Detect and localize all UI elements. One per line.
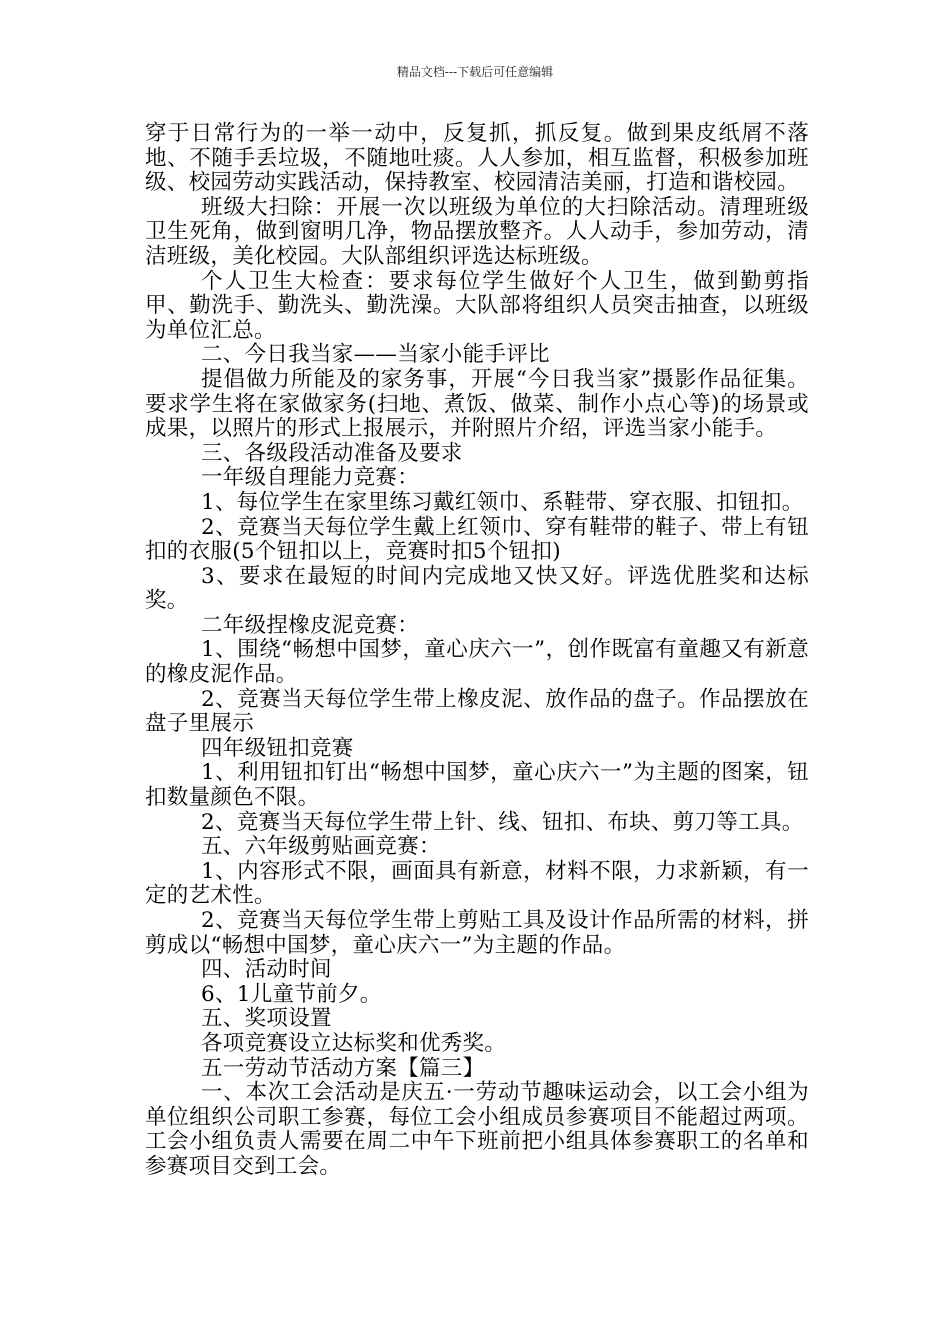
paragraph: 穿于日常行为的一举一动中，反复抓，抓反复。做到果皮纸屑不落地、不随手丢垃圾，不随地吐痰。人人参加，相互监督，积极参加班级、校园劳动实践活动，保持教室、校园清洁美丽，打造和谐校园。 — [145, 121, 809, 196]
paragraph: 二年级捏橡皮泥竞赛： — [201, 612, 420, 638]
paragraph: 一年级自理能力竞赛： — [201, 465, 420, 491]
paragraph: 五、六年级剪贴画竞赛： — [201, 834, 441, 860]
paragraph: 五一劳动节活动方案【篇三】 — [201, 1055, 485, 1081]
paragraph: 2、竞赛当天每位学生戴上红领巾、穿有鞋带的鞋子、带上有钮扣的衣服(5个钮扣以上，竞赛时扣5个钮扣) — [145, 514, 809, 565]
paragraph: 各项竞赛设立达标奖和优秀奖。 — [201, 1030, 507, 1056]
paragraph: 6、1儿童节前夕。 — [201, 981, 382, 1007]
paragraph: 1、利用钮扣钉出“畅想中国梦，童心庆六一”为主题的图案，钮扣数量颜色不限。 — [145, 760, 809, 811]
paragraph: 三、各级段活动准备及要求 — [201, 440, 463, 466]
paragraph: 个人卫生大检查：要求每位学生做好个人卫生，做到勤剪指甲、勤洗手、勤洗头、勤洗澡。大队部将组织人员突击抽查，以班级为单位汇总。 — [145, 268, 809, 343]
paragraph: 3、要求在最短的时间内完成地又快又好。评选优胜奖和达标奖。 — [145, 563, 809, 614]
paragraph: 1、每位学生在家里练习戴红领巾、系鞋带、穿衣服、扣钮扣。 — [201, 489, 804, 515]
paragraph: 四、活动时间 — [201, 957, 332, 983]
paragraph: 2、竞赛当天每位学生带上橡皮泥、放作品的盘子。作品摆放在盘子里展示 — [145, 686, 809, 737]
document-body — [145, 122, 809, 1180]
paragraph: 班级大扫除：开展一次以班级为单位的大扫除活动。清理班级卫生死角，做到窗明几净，物品摆放整齐。人人动手，参加劳动，清洁班级，美化校园。大队部组织评选达标班级。 — [145, 194, 809, 269]
paragraph: 四年级钮扣竞赛 — [201, 735, 354, 761]
page-header: 精品文档---下载后可任意编辑 — [396, 65, 554, 79]
paragraph: 一、本次工会活动是庆五·一劳动节趣味运动会，以工会小组为单位组织公司职工参赛，每位工会小组成员参赛项目不能超过两项。工会小组负责人需要在周二中午下班前把小组具体参赛职工的名单和参赛项目交到工会。 — [145, 1080, 809, 1179]
paragraph: 提倡做力所能及的家务事，开展“今日我当家”摄影作品征集。要求学生将在家做家务(扫地、煮饭、做菜、制作小点心等)的场景或成果，以照片的形式上报展示，并附照片介绍，评选当家小能手。 — [145, 366, 809, 442]
paragraph: 1、内容形式不限，画面具有新意，材料不限，力求新颖，有一定的艺术性。 — [145, 858, 809, 909]
paragraph: 二、今日我当家——当家小能手评比 — [201, 342, 550, 368]
paragraph: 2、竞赛当天每位学生带上针、线、钮扣、布块、剪刀等工具。 — [201, 809, 804, 835]
paragraph: 1、围绕“畅想中国梦，童心庆六一”，创作既富有童趣又有新意的橡皮泥作品。 — [145, 637, 809, 688]
paragraph: 五、奖项设置 — [201, 1006, 332, 1032]
paragraph: 2、竞赛当天每位学生带上剪贴工具及设计作品所需的材料，拼剪成以“畅想中国梦，童心庆六一”为主题的作品。 — [145, 908, 809, 958]
